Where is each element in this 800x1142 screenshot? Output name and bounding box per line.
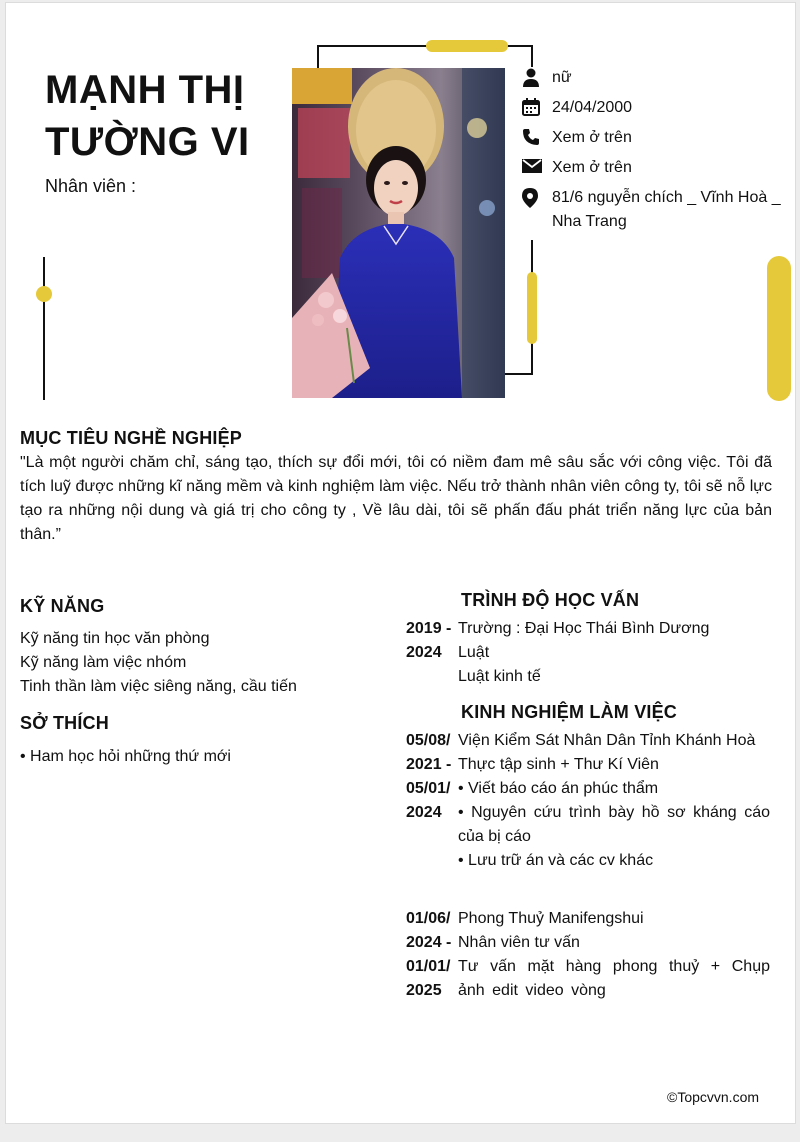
education-title: TRÌNH ĐỘ HỌC VẤN — [461, 590, 640, 610]
job-1-dates — [406, 729, 451, 825]
left-accent-dot — [36, 286, 52, 302]
name-line-1: MẠNH THỊ — [45, 68, 245, 112]
education-school: Trường : Đại Học Thái Bình Dương — [458, 620, 710, 637]
job-company: Phong Thuỷ Manifengshui — [458, 910, 644, 927]
photo-frame-top-left — [317, 45, 319, 70]
email-value: Xem ở trên — [552, 159, 632, 176]
phone-value: Xem ở trên — [552, 129, 632, 146]
education-date-start: 2019 - — [406, 620, 452, 637]
photo-frame-accent-right — [527, 272, 537, 344]
objective-title: MỤC TIÊU NGHỀ NGHIỆP — [20, 428, 243, 448]
profile-photo — [292, 68, 505, 398]
gender-value: nữ — [552, 69, 572, 86]
education-specialty: Luật kinh tế — [458, 668, 541, 685]
hobbies-list — [20, 745, 231, 769]
address-value: 81/6 nguyễn chích _ Vĩnh Hoà _ Nha Trang — [552, 189, 781, 230]
name-line-2: TƯỜNG VI — [45, 120, 250, 164]
skill-item: Kỹ năng tin học văn phòng — [20, 630, 210, 647]
photo-frame-bottom — [505, 373, 533, 375]
hobby-item: • Ham học hỏi những thứ mới — [20, 748, 231, 765]
job-role: Nhân viên tư vấn — [458, 934, 580, 951]
photo-frame-top-right — [531, 45, 533, 67]
skill-item: Tinh thần làm việc siêng năng, cầu tiến — [20, 678, 297, 695]
job-date-line: 01/06/ — [406, 910, 451, 927]
job-task: Tư vấn mặt hàng phong thuỷ + Chụp ảnh edit video vòng — [458, 958, 770, 999]
education-details — [458, 617, 709, 689]
education-dates — [406, 617, 451, 665]
job-role: Thực tập sinh + Thư Kí Viên — [458, 756, 659, 773]
job-date-line: 2021 - — [406, 756, 452, 773]
contact-address — [522, 186, 784, 234]
education-date-end: 2024 — [406, 644, 442, 661]
job-date-line: 2024 — [406, 804, 442, 821]
contact-info — [522, 66, 784, 240]
job-1-details — [458, 729, 770, 873]
candidate-name — [45, 64, 285, 168]
skills-title: KỸ NĂNG — [20, 596, 105, 616]
contact-birthday — [522, 96, 784, 120]
contact-phone — [522, 126, 784, 150]
job-task: • Lưu trữ án và các cv khác — [458, 852, 654, 869]
job-2-dates — [406, 907, 451, 1003]
left-divider-line — [43, 257, 45, 400]
birthday-value: 24/04/2000 — [552, 99, 633, 116]
skills-list — [20, 627, 297, 699]
phone-icon — [522, 128, 542, 148]
right-edge-accent — [767, 256, 791, 401]
copyright-text: ©Topcvvn.com — [667, 1089, 760, 1105]
job-company: Viện Kiểm Sát Nhân Dân Tỉnh Khánh Hoà — [458, 732, 756, 749]
job-task: • Viết báo cáo án phúc thẩm — [458, 780, 659, 797]
job-2-details — [458, 907, 770, 1003]
position-label: Nhân viên : — [45, 176, 137, 196]
job-date-line: 01/01/ — [406, 958, 451, 975]
person-icon — [522, 68, 542, 88]
experience-title: KINH NGHIỆM LÀM VIỆC — [461, 702, 678, 722]
mail-icon — [522, 158, 542, 178]
calendar-icon — [522, 98, 542, 118]
location-pin-icon — [522, 188, 542, 208]
job-date-line: 05/01/ — [406, 780, 451, 797]
hobbies-title: SỞ THÍCH — [20, 713, 109, 733]
skill-item: Kỹ năng làm việc nhóm — [20, 654, 187, 671]
job-date-line: 2024 - — [406, 934, 452, 951]
contact-email — [522, 156, 784, 180]
job-task: • Nguyên cứu trình bày hồ sơ kháng cáo của bị cáo — [458, 804, 770, 845]
education-major: Luật — [458, 644, 490, 661]
objective-text: "Là một người chăm chỉ, sáng tạo, thích sự đổi mới, tôi có niềm đam mê sâu sắc với công việc. Tôi đã tích luỹ được những kĩ năng mềm và kinh nghiệm làm việc. Nếu trở thành nhân viên công ty, tôi sẽ nỗ lực tạo ra những nội dung và giá trị cho công ty , Về lâu dài, tôi sẽ phấn đấu phát triển năng lực của bản thân.” — [20, 454, 772, 543]
contact-gender — [522, 66, 784, 90]
job-date-line: 2025 — [406, 982, 442, 999]
photo-frame-accent-top — [426, 40, 508, 52]
job-date-line: 05/08/ — [406, 732, 451, 749]
